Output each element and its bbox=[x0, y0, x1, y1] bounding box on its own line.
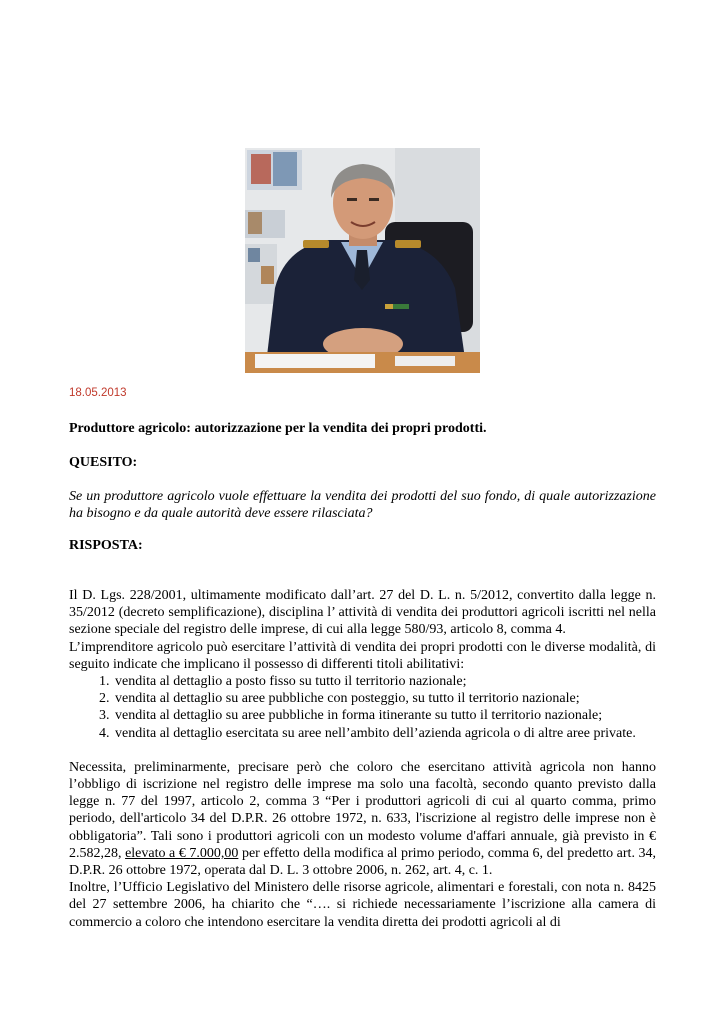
list-item: 2. vendita al dettaglio su aree pubbliche con posteggio, su tutto il territorio nazionale; bbox=[113, 690, 656, 707]
answer-paragraph-3 bbox=[69, 759, 656, 879]
underlined-amount: elevato a € 7.000,00 bbox=[125, 845, 239, 861]
paragraph-3-part-a: Necessita, preliminarmente, precisare però che coloro che esercitano attività agricola non hanno l’obbligo di iscrizione nel registro delle imprese ma solo una facoltà, secondo quanto previsto dalla legge n. 77 del 1997, articolo 2, comma 3 “Per i produttori agricoli di cui al quarto comma, primo periodo, dell'articolo 34 del D.P.R. 26 ottobre 1972, n. 633, l'iscrizione al registro delle imprese non è obbligatoria”. Tali sono i produttori agricoli con un modesto volume d'affari annuale, già previsto in € 2.582,28, bbox=[69, 759, 656, 861]
document-date: 18.05.2013 bbox=[69, 387, 127, 399]
list-item: 1. vendita al dettaglio a posto fisso su tutto il territorio nazionale; bbox=[113, 673, 656, 690]
document-title: Produttore agricolo: autorizzazione per la vendita dei propri prodotti. bbox=[69, 421, 487, 436]
answer-paragraph-1: Il D. Lgs. 228/2001, ultimamente modificato dall’art. 27 del D. L. n. 5/2012, convertito dalla legge n. 35/2012 (decreto semplificazione), disciplina l’ attività di vendita dei produttori agricoli iscritti nel nella sezione speciale del registro delle imprese, di cui alla legge 580/93, articolo 8, comma 4. bbox=[69, 588, 656, 638]
sales-modes-list bbox=[69, 673, 656, 742]
answer-body bbox=[69, 587, 656, 931]
answer-paragraph-4: Inoltre, l’Ufficio Legislativo del Ministero delle risorse agricole, alimentari e forestali, con nota n. 8425 del 27 settembre 2006, ha chiarito che “…. si richiede necessariamente l’iscrizione alla camera di commercio a coloro che intendono esercitare la vendita diretta dei prodotti agricoli al di bbox=[69, 880, 656, 930]
portrait-photo bbox=[245, 148, 480, 373]
portrait-illustration bbox=[245, 148, 480, 373]
paragraph-3-part-b: per effetto della modifica al primo periodo, comma 6, del predetto art. 34, D.P.R. 26 ottobre 1972, operata dal D. L. 3 ottobre 2006, n. 262, art. 4, c. 1. bbox=[69, 845, 656, 879]
answer-heading: RISPOSTA: bbox=[69, 538, 143, 553]
list-item: 3. vendita al dettaglio su aree pubbliche in forma itinerante su tutto il territorio nazionale; bbox=[113, 707, 656, 724]
list-item: 4. vendita al dettaglio esercitata su aree nell’ambito dell’azienda agricola o di altre aree private. bbox=[113, 725, 656, 742]
question-heading: QUESITO: bbox=[69, 455, 138, 470]
answer-paragraph-2: L’imprenditore agricolo può esercitare l’attività di vendita dei propri prodotti con le diverse modalità, di seguito indicate che implicano il possesso di differenti titoli abilitativi: bbox=[69, 639, 656, 672]
question-text: Se un produttore agricolo vuole effettuare la vendita dei prodotti del suo fondo, di quale autorizzazione ha bisogno e da quale autorità deve essere rilasciata? bbox=[69, 489, 656, 521]
